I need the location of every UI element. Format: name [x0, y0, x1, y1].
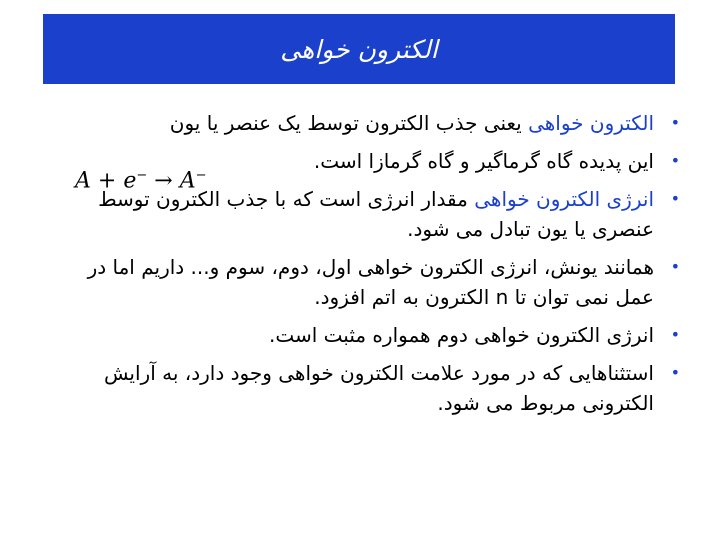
bullet-item-3 [60, 184, 682, 244]
bullet-1-text: یعنی جذب الکترون توسط یک عنصر یا یون [169, 111, 529, 135]
formula-anion-charge: − [195, 168, 207, 183]
bullet-1-highlight: الکترون خواهی [528, 111, 654, 135]
formula-e: e [123, 168, 137, 194]
bullet-4-text: همانند یونش، انرژی الکترون خواهی اول، دوم، سوم و... داریم اما در عمل نمی توان تا n الکترون به اتم افزود. [87, 255, 654, 309]
bullet-item-1 [60, 108, 682, 138]
bullet-6-text: استثناهایی که در مورد علامت الکترون خواهی وجود دارد، به آرایش الکترونی مربوط می شود. [103, 361, 654, 415]
title-bar [43, 14, 675, 84]
bullet-icon: • [670, 257, 680, 276]
bullet-item-5 [60, 320, 682, 350]
bullet-icon: • [670, 325, 680, 344]
bullet-3-text: مقدار انرژی است که با جذب الکترون توسط عنصری یا یون تبادل می شود. [98, 187, 654, 241]
bullet-icon: • [670, 151, 680, 170]
bullet-icon: • [670, 363, 680, 382]
bullet-5-text: انرژی الکترون خواهی دوم همواره مثبت است. [268, 323, 654, 347]
bullet-item-2 [60, 146, 682, 176]
formula-a: A [75, 168, 91, 194]
formula-e-charge: − [136, 168, 148, 183]
formula-anion: A [179, 168, 196, 194]
bullet-item-6 [60, 358, 682, 418]
bullet-icon: • [670, 189, 680, 208]
bullet-list [60, 108, 682, 426]
slide-title: الکترون خواهی [280, 34, 438, 64]
bullet-3-highlight: انرژی الکترون خواهی [474, 187, 654, 211]
bullet-icon: • [670, 113, 680, 132]
formula-arrow: → [154, 168, 173, 194]
formula-plus: + [97, 168, 117, 194]
bullet-2-text: این پدیده گاه گرماگیر و گاه گرمازا است. [313, 149, 654, 173]
bullet-item-4 [60, 252, 682, 312]
